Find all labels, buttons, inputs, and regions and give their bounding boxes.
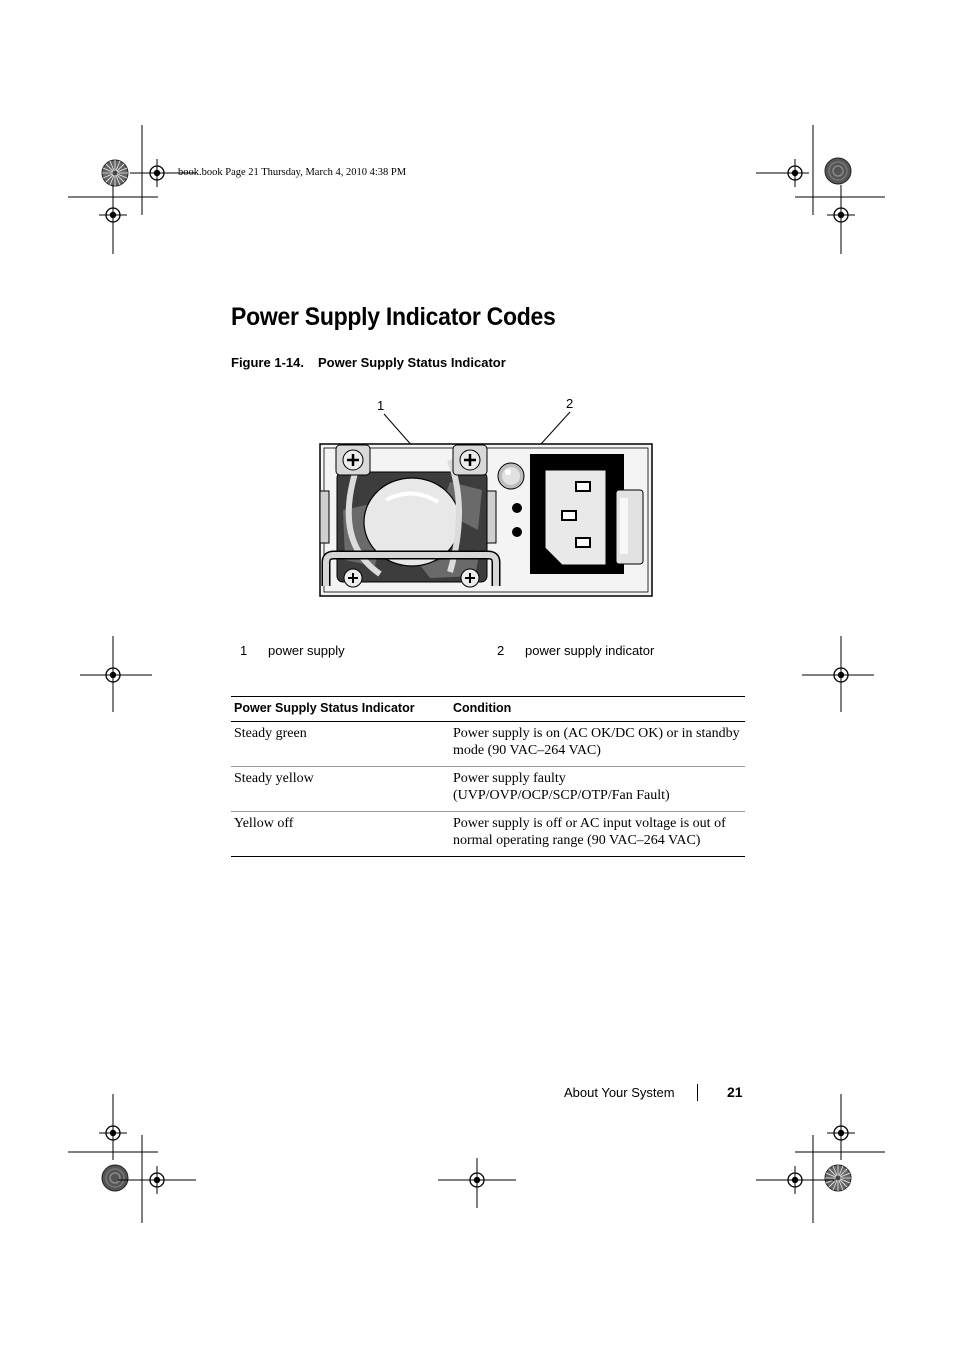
- file-slug: book.book Page 21 Thursday, March 4, 2010 4:38 PM: [178, 167, 407, 178]
- screw-bottom-right: [461, 569, 479, 587]
- power-supply-illustration: [300, 390, 660, 605]
- power-cord-retention-clip: [616, 490, 643, 564]
- figure-label: Figure 1-14.: [231, 355, 304, 370]
- indicator-cell: Steady yellow: [231, 767, 450, 812]
- legend-item: [240, 643, 345, 658]
- ac-power-inlet: [530, 454, 624, 574]
- table-row: [231, 722, 745, 767]
- column-header-indicator: Power Supply Status Indicator: [231, 697, 450, 722]
- condition-cell: Power supply faulty (UVP/OVP/OCP/SCP/OTP/Fan Fault): [450, 767, 745, 812]
- indicator-cell: Steady green: [231, 722, 450, 767]
- legend-text: power supply indicator: [525, 643, 655, 658]
- power-supply-indicator-led: [498, 463, 524, 489]
- column-header-condition: Condition: [450, 697, 745, 722]
- page-number: 21: [727, 1084, 743, 1100]
- screw-top-left: [336, 445, 370, 475]
- fan-grill: [320, 458, 496, 582]
- figure-caption: [231, 355, 506, 370]
- legend-number: 1: [240, 643, 248, 658]
- footer-section-title: About Your System: [564, 1085, 675, 1100]
- figure-title: Power Supply Status Indicator: [317, 355, 506, 370]
- screw-bottom-left: [344, 569, 362, 587]
- condition-cell: Power supply is off or AC input voltage is out of normal operating range (90 VAC–264 VAC): [450, 812, 745, 857]
- status-dot-2: [512, 527, 522, 537]
- legend-item: [497, 643, 654, 658]
- table-row: [231, 812, 745, 857]
- screw-top-right: [453, 445, 487, 475]
- callout-1-leader: [384, 414, 414, 448]
- page-title: Power Supply Indicator Codes: [231, 303, 556, 331]
- indicator-cell: Yellow off: [231, 812, 450, 857]
- footer-separator: [697, 1084, 698, 1101]
- status-dot-1: [512, 503, 522, 513]
- legend-number: 2: [497, 643, 505, 658]
- table-row: [231, 767, 745, 812]
- condition-cell: Power supply is on (AC OK/DC OK) or in standby mode (90 VAC–264 VAC): [450, 722, 745, 767]
- callout-1-label: 1: [377, 398, 385, 413]
- callout-2-label: 2: [566, 396, 574, 411]
- table-header-row: [231, 697, 745, 722]
- power-supply-status-table: [231, 696, 745, 857]
- legend-text: power supply: [268, 643, 345, 658]
